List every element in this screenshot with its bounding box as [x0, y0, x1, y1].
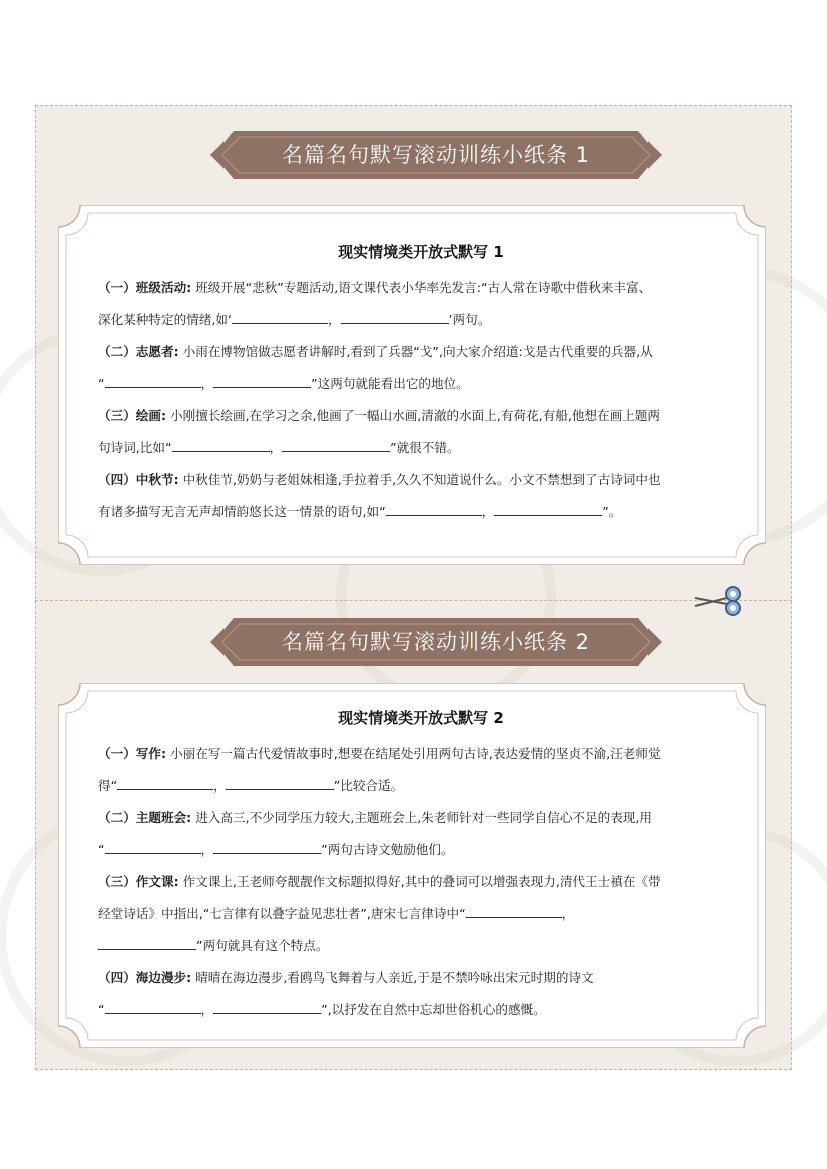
answer-blank[interactable] — [341, 309, 449, 324]
answer-blank[interactable] — [213, 839, 321, 854]
answer-blank[interactable] — [105, 999, 201, 1014]
scissors-icon — [693, 584, 745, 618]
strip1-banner — [210, 131, 662, 179]
answer-blank[interactable] — [213, 999, 321, 1014]
strip1-item-1: （一）班级活动: 班级开展“悲秋”专题活动,语文课代表小华率先发言:“古人常在诗歌中借秋来丰富、 深化某种特定的情绪,如‘ ， ’两句。 — [98, 280, 652, 327]
strip1-banner-title: 名篇名句默写滚动训练小纸条 1 — [281, 143, 591, 167]
answer-blank[interactable] — [105, 839, 201, 854]
strip2-banner — [210, 618, 662, 666]
answer-blank[interactable] — [386, 501, 482, 516]
answer-blank[interactable] — [213, 373, 311, 388]
strip2-item-4: （四）海边漫步: 晴晴在海边漫步,看鸥鸟飞舞着与人亲近,于是不禁吟咏出宋元时期的诗文 “ ， ”,以抒发在自然中忘却世俗机心的感慨。 — [98, 970, 594, 1017]
answer-blank[interactable] — [105, 373, 201, 388]
strip1-item-3: （三）绘画: 小刚擅长绘画,在学习之余,他画了一幅山水画,清澈的水面上,有荷花,有船,他想在画上题两 句诗词,比如“ ， ”就很不错。 — [98, 408, 661, 455]
strip2-item-1: （一）写作: 小丽在写一篇古代爱情故事时,想要在结尾处引用两句古诗,表达爱情的坚贞不渝,汪老师觉 得“ ， ”比较合适。 — [98, 746, 661, 793]
answer-blank[interactable] — [494, 501, 602, 516]
answer-blank[interactable] — [282, 437, 390, 452]
strip1-item-2: （二）志愿者: 小雨在博物馆做志愿者讲解时,看到了兵器“戈”,向大家介绍道:戈是古代重要的兵器,从 “ ， ”这两句就能看出它的地位。 — [98, 344, 653, 391]
answer-blank[interactable] — [232, 309, 328, 324]
strip1-heading: 现实情境类开放式默写 1 — [338, 243, 504, 261]
answer-blank[interactable] — [117, 775, 213, 790]
strip2-card — [58, 683, 766, 1048]
strip1-card — [58, 205, 766, 565]
strip2-banner-title: 名篇名句默写滚动训练小纸条 2 — [281, 630, 591, 654]
cut-line — [35, 600, 792, 601]
answer-blank[interactable] — [466, 903, 562, 918]
strip2-item-3: （三）作文课: 作文课上,王老师夸靓靓作文标题拟得好,其中的叠词可以增强表现力,清代王士禛在《带 经堂诗话》中指出,“七言律有以叠字益见悲壮者”,唐宋七言律诗中“ ， ”两句就具有这个特点。 — [98, 874, 661, 953]
answer-blank[interactable] — [172, 437, 270, 452]
strip2-heading: 现实情境类开放式默写 2 — [338, 709, 504, 727]
answer-blank[interactable] — [226, 775, 334, 790]
answer-blank[interactable] — [98, 935, 196, 950]
strip2-item-2: （二）主题班会: 进入高三,不少同学压力较大,主题班会上,朱老师针对一些同学自信心不足的表现,用 “ ， ”两句古诗文勉励他们。 — [98, 810, 653, 857]
strip1-item-4: （四）中秋节: 中秋佳节,奶奶与老姐妹相逢,手拉着手,久久不知道说什么。小文不禁想到了古诗词中也 有诸多描写无言无声却情韵悠长这一情景的语句,如“ ， ”。 — [98, 472, 661, 519]
